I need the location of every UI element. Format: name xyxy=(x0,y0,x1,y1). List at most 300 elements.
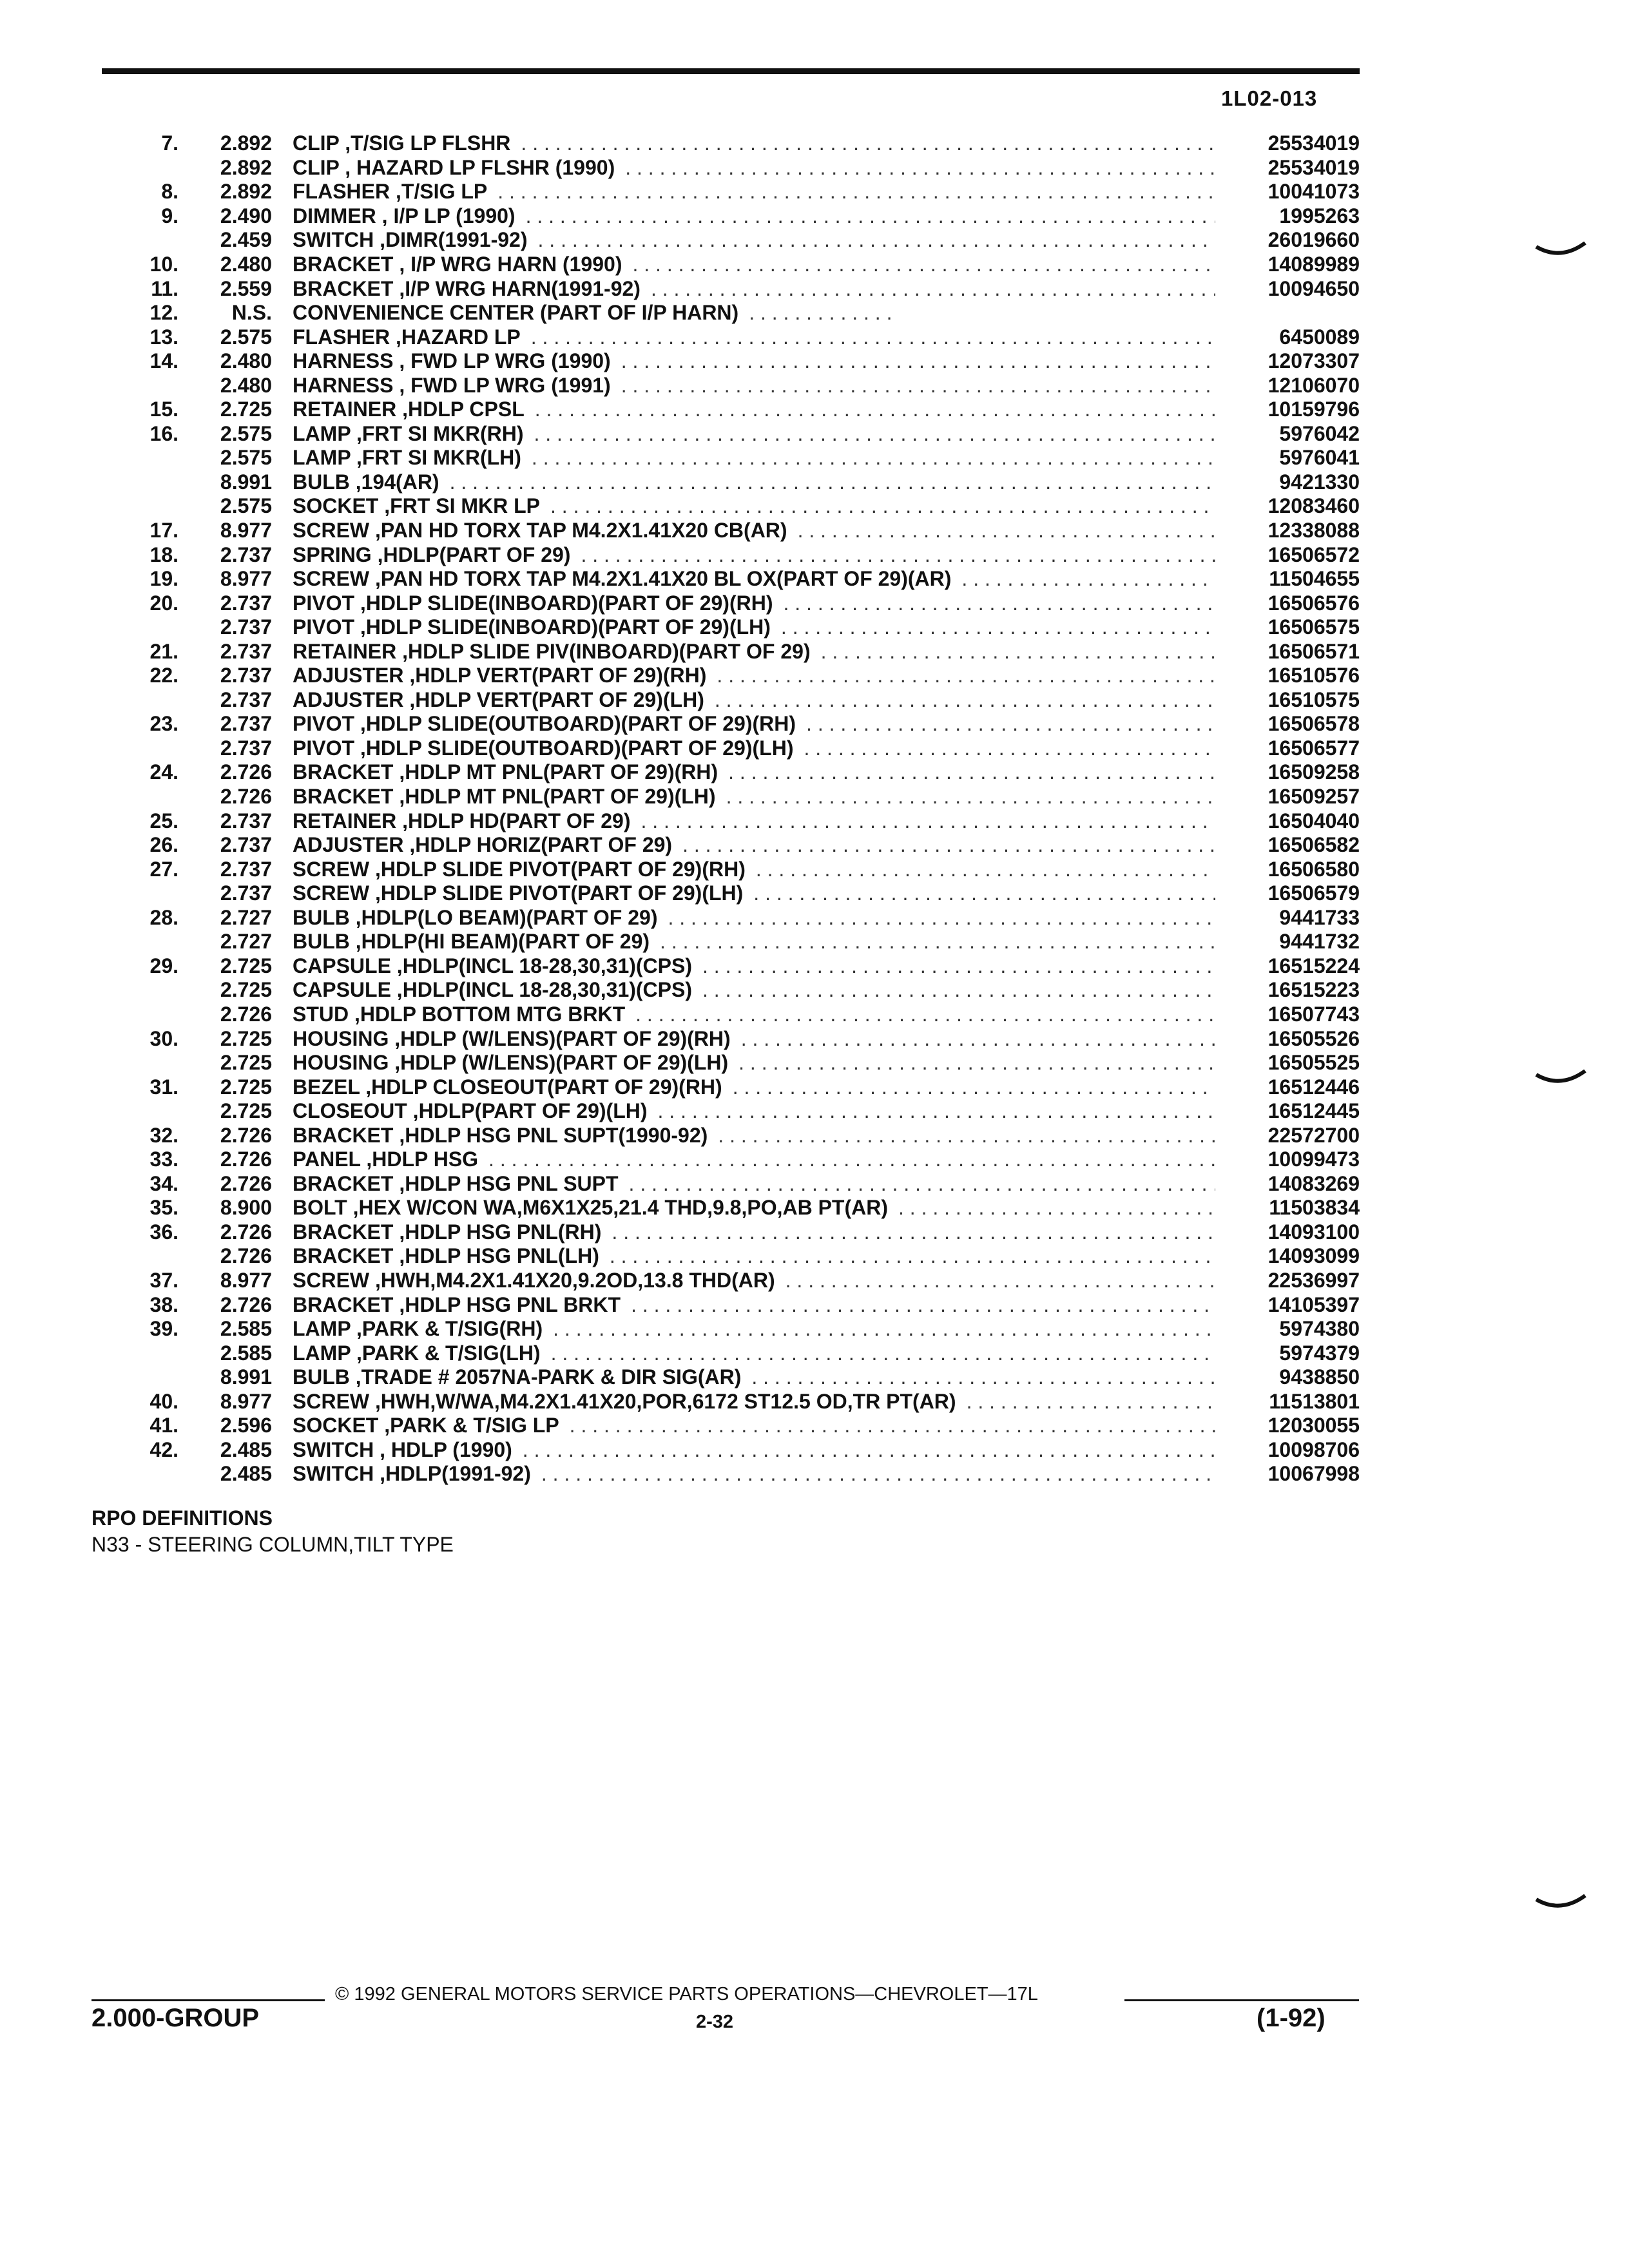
part-description xyxy=(293,1462,1226,1486)
part-number: 11513801 xyxy=(1269,1389,1360,1413)
table-row xyxy=(116,1220,1360,1245)
table-row xyxy=(116,1244,1360,1269)
part-detail: ,HDLP SLIDE(INBOARD)(PART OF 29)(LH) xyxy=(354,615,771,639)
part-description xyxy=(293,1003,1226,1026)
dot-leader xyxy=(783,591,1215,615)
group-number: 2.726 xyxy=(220,760,272,784)
part-name: PIVOT xyxy=(293,736,355,760)
part-description xyxy=(293,640,1226,664)
part-name: HARNESS xyxy=(293,373,394,397)
part-number: 12083460 xyxy=(1268,494,1360,518)
part-description xyxy=(293,180,1226,204)
group-number: 2.726 xyxy=(220,1171,272,1195)
part-name-wrap xyxy=(293,785,716,809)
part-description xyxy=(293,1365,1226,1389)
part-description xyxy=(293,204,1226,228)
group-number: 2.892 xyxy=(220,131,272,155)
part-description xyxy=(293,1220,1226,1244)
dot-leader xyxy=(726,785,1215,809)
part-number: 25534019 xyxy=(1268,131,1360,155)
part-name: CAPSULE xyxy=(293,978,391,1002)
part-description xyxy=(293,1148,1226,1171)
dot-leader xyxy=(612,1220,1215,1244)
item-number: 21. xyxy=(149,639,178,663)
table-row xyxy=(116,253,1360,277)
part-name-wrap xyxy=(293,519,787,543)
dot-leader xyxy=(625,156,1215,180)
part-description xyxy=(293,349,1226,373)
item-number: 7. xyxy=(161,131,178,155)
dot-leader xyxy=(806,712,1215,736)
table-row xyxy=(116,1148,1360,1172)
part-description xyxy=(293,688,1226,712)
group-number: 2.737 xyxy=(220,857,272,881)
part-number: 16506572 xyxy=(1268,543,1360,566)
item-number: 24. xyxy=(149,760,178,784)
part-number: 16505525 xyxy=(1268,1051,1360,1075)
item-number: 34. xyxy=(149,1171,178,1195)
part-number: 11504655 xyxy=(1269,567,1360,591)
rpo-definition: N33 - STEERING COLUMN,TILT TYPE xyxy=(92,1533,454,1556)
part-description xyxy=(293,1172,1226,1196)
dot-leader xyxy=(717,664,1215,687)
part-name: PANEL xyxy=(293,1148,361,1171)
part-name: STUD xyxy=(293,1002,349,1026)
part-name: RETAINER xyxy=(293,809,397,832)
dot-leader xyxy=(718,1124,1215,1148)
item-number: 39. xyxy=(149,1317,178,1341)
dot-leader xyxy=(488,1148,1215,1171)
part-name-wrap xyxy=(293,760,718,784)
part-detail: ,HDLP SLIDE PIV(INBOARD)(PART OF 29) xyxy=(396,639,811,663)
dot-leader xyxy=(621,374,1215,398)
part-detail: ,HDLP (W/LENS)(PART OF 29)(RH) xyxy=(389,1026,731,1050)
part-number: 16506579 xyxy=(1268,881,1360,905)
part-name: SCREW xyxy=(293,1268,370,1292)
part-detail: , I/P LP (1990) xyxy=(376,204,516,227)
part-description xyxy=(293,277,1226,301)
dot-leader xyxy=(715,688,1215,712)
part-description xyxy=(293,833,1226,857)
part-name: RETAINER xyxy=(293,639,397,663)
table-row xyxy=(116,978,1360,1003)
part-name-wrap xyxy=(293,1075,722,1099)
part-description xyxy=(293,1438,1226,1462)
dot-leader xyxy=(531,325,1215,349)
item-number: 38. xyxy=(149,1293,178,1316)
part-number: 16506582 xyxy=(1268,833,1360,857)
part-detail: ,HDLP (W/LENS)(PART OF 29)(LH) xyxy=(389,1051,729,1075)
part-detail: ,HDLP SLIDE(OUTBOARD)(PART OF 29)(RH) xyxy=(354,712,796,736)
dot-leader xyxy=(751,1365,1215,1389)
table-row xyxy=(116,373,1360,398)
table-row xyxy=(116,276,1360,301)
part-name-wrap xyxy=(293,494,540,518)
copyright-notice: © 1992 GENERAL MOTORS SERVICE PARTS OPERATIONS—CHEVROLET—17L xyxy=(335,1984,1038,2004)
part-detail: ,DIMR(1991-92) xyxy=(374,228,528,252)
part-number: 14105397 xyxy=(1268,1293,1360,1316)
dot-leader xyxy=(728,760,1215,784)
group-number: 2.726 xyxy=(220,1002,272,1026)
part-detail: ,HDLP(1991-92) xyxy=(374,1462,531,1486)
part-name-wrap xyxy=(293,1414,559,1437)
part-number: 16510575 xyxy=(1268,687,1360,711)
table-row xyxy=(116,736,1360,761)
table-row xyxy=(116,688,1360,713)
table-row xyxy=(116,760,1360,785)
part-name-wrap xyxy=(293,1438,512,1462)
part-number: 5974380 xyxy=(1279,1317,1360,1341)
part-detail: ,HDLP(INCL 18-28,30,31)(CPS) xyxy=(390,954,692,977)
item-number: 30. xyxy=(149,1026,178,1050)
table-row xyxy=(116,1099,1360,1124)
part-number: 25534019 xyxy=(1268,155,1360,179)
item-number: 42. xyxy=(149,1437,178,1461)
group-number: 2.726 xyxy=(220,1123,272,1147)
part-description xyxy=(293,1124,1226,1148)
group-number: 2.737 xyxy=(220,736,272,760)
part-name-wrap xyxy=(293,1244,599,1268)
part-name: CAPSULE xyxy=(293,954,391,977)
part-detail: ,HDLP HD(PART OF 29) xyxy=(396,809,631,832)
part-name-wrap xyxy=(293,398,525,421)
table-row xyxy=(116,228,1360,253)
part-name-wrap xyxy=(293,1099,648,1123)
part-description xyxy=(293,1196,1226,1220)
dot-leader xyxy=(898,1196,1215,1220)
part-description xyxy=(293,325,1226,349)
part-detail: ,PAN HD TORX TAP M4.2X1.41X20 CB(AR) xyxy=(369,519,787,543)
part-detail: ,HDLP VERT(PART OF 29)(LH) xyxy=(403,687,704,711)
table-row xyxy=(116,591,1360,615)
part-name: BRACKET xyxy=(293,276,394,300)
part-name-wrap xyxy=(293,422,523,446)
dot-leader xyxy=(541,1462,1215,1486)
footer-rule-left xyxy=(92,1999,325,2001)
group-number: 2.727 xyxy=(220,905,272,929)
part-detail: ,HDLP CLOSEOUT(PART OF 29)(RH) xyxy=(360,1075,722,1099)
part-description xyxy=(293,1390,1226,1414)
part-description xyxy=(293,156,1226,180)
group-number: 2.737 xyxy=(220,712,272,736)
item-number: 19. xyxy=(149,567,178,591)
group-number: 2.737 xyxy=(220,615,272,639)
part-number: 16510576 xyxy=(1268,664,1360,687)
part-detail: ,I/P WRG HARN(1991-92) xyxy=(393,276,641,300)
part-description xyxy=(293,301,1226,325)
part-description xyxy=(293,1051,1226,1075)
group-number: 2.490 xyxy=(220,204,272,227)
part-description xyxy=(293,858,1226,881)
table-row xyxy=(116,398,1360,422)
part-number: 5974379 xyxy=(1279,1341,1360,1365)
part-number: 16509258 xyxy=(1268,760,1360,784)
part-description xyxy=(293,978,1226,1002)
part-description xyxy=(293,519,1226,543)
group-number: 2.726 xyxy=(220,785,272,809)
part-name-wrap xyxy=(293,809,630,833)
part-number: 9441732 xyxy=(1279,930,1360,954)
group-number: 8.977 xyxy=(220,519,272,543)
part-number: 12106070 xyxy=(1268,373,1360,397)
table-row xyxy=(116,1414,1360,1438)
part-name: BULB xyxy=(293,1365,350,1389)
revision-date: (1-92) xyxy=(1257,2004,1325,2032)
dot-leader xyxy=(581,543,1215,567)
group-number: 2.726 xyxy=(220,1293,272,1316)
group-number: 2.575 xyxy=(220,421,272,445)
group-number: 2.727 xyxy=(220,930,272,954)
part-detail: ,T/SIG LP FLSHR xyxy=(339,131,511,155)
part-detail: ,HAZARD LP xyxy=(390,325,521,349)
group-number: 2.726 xyxy=(220,1244,272,1268)
part-name: BULB xyxy=(293,470,350,494)
table-row xyxy=(116,615,1360,640)
part-detail: ,194(AR) xyxy=(349,470,439,494)
table-row xyxy=(116,325,1360,349)
part-description xyxy=(293,470,1226,494)
part-name-wrap xyxy=(293,858,746,881)
binder-hole-mark xyxy=(1535,1070,1586,1089)
part-description xyxy=(293,543,1226,567)
table-row xyxy=(116,1075,1360,1099)
part-name-wrap xyxy=(293,881,743,905)
item-number: 8. xyxy=(161,180,178,204)
group-number: 8.977 xyxy=(220,1268,272,1292)
table-row xyxy=(116,494,1360,519)
item-number: 15. xyxy=(149,398,178,421)
part-number: 10159796 xyxy=(1268,398,1360,421)
page-code: 1L02-013 xyxy=(1221,86,1318,110)
part-name: BULB xyxy=(293,905,350,929)
part-name-wrap xyxy=(293,664,706,687)
part-number: 14089989 xyxy=(1268,253,1360,276)
table-row xyxy=(116,1123,1360,1148)
part-description xyxy=(293,930,1226,954)
part-name-wrap xyxy=(293,640,811,664)
part-name-wrap xyxy=(293,1172,619,1196)
dot-leader xyxy=(570,1414,1215,1437)
part-number: 12338088 xyxy=(1268,519,1360,543)
part-detail: ,HDLP VERT(PART OF 29)(RH) xyxy=(403,664,707,687)
item-number: 11. xyxy=(151,276,178,300)
footer-group: 2.000-GROUP xyxy=(92,2004,260,2032)
part-number: 10067998 xyxy=(1268,1462,1360,1486)
part-detail: ,PARK & T/SIG(RH) xyxy=(351,1317,543,1341)
part-name-wrap xyxy=(293,131,510,155)
part-description xyxy=(293,1341,1226,1365)
part-name: HOUSING xyxy=(293,1051,389,1075)
dot-leader xyxy=(781,615,1215,639)
part-detail: ,T/SIG LP xyxy=(390,180,488,204)
item-number: 41. xyxy=(149,1414,178,1437)
part-description xyxy=(293,1269,1226,1293)
table-row xyxy=(116,519,1360,543)
part-description xyxy=(293,760,1226,784)
part-detail: ,HDLP HSG PNL SUPT(1990-92) xyxy=(393,1123,708,1147)
part-number: 16505526 xyxy=(1268,1026,1360,1050)
part-name: BRACKET xyxy=(293,785,394,809)
group-number: 8.977 xyxy=(220,567,272,591)
part-name-wrap xyxy=(293,736,793,760)
part-detail: ,HDLP SLIDE PIVOT(PART OF 29)(LH) xyxy=(369,881,744,905)
part-name-wrap xyxy=(293,567,951,591)
part-number: 16509257 xyxy=(1268,785,1360,809)
group-number: 8.977 xyxy=(220,1389,272,1413)
part-detail: ,HDLP SLIDE PIVOT(PART OF 29)(RH) xyxy=(369,857,746,881)
item-number: 20. xyxy=(149,591,178,615)
part-detail: , I/P WRG HARN (1990) xyxy=(393,253,622,276)
dot-leader xyxy=(450,470,1215,494)
table-row xyxy=(116,1365,1360,1390)
part-name: HARNESS xyxy=(293,349,394,373)
part-detail: , FWD LP WRG (1991) xyxy=(393,373,611,397)
table-row xyxy=(116,712,1360,736)
item-number: 17. xyxy=(149,519,178,543)
part-name: SWITCH xyxy=(293,1462,374,1486)
part-name: SCREW xyxy=(293,567,370,591)
part-number: 16512445 xyxy=(1268,1099,1360,1123)
item-number: 27. xyxy=(149,857,178,881)
part-name: LAMP xyxy=(293,1317,351,1341)
part-name-wrap xyxy=(293,301,738,325)
table-row xyxy=(116,833,1360,858)
group-number: 2.585 xyxy=(220,1341,272,1365)
part-name-wrap xyxy=(293,1365,741,1389)
table-row xyxy=(116,954,1360,979)
part-name: LAMP xyxy=(293,421,351,445)
group-number: 2.480 xyxy=(220,373,272,397)
part-name-wrap xyxy=(293,374,611,398)
part-description xyxy=(293,1244,1226,1268)
part-description xyxy=(293,785,1226,809)
part-number: 16515223 xyxy=(1268,978,1360,1002)
table-row xyxy=(116,664,1360,688)
part-name: SOCKET xyxy=(293,494,379,518)
table-row xyxy=(116,1051,1360,1075)
part-name: CLIP xyxy=(293,131,340,155)
part-detail: ,HDLP HSG PNL(LH) xyxy=(393,1244,599,1268)
part-name: SWITCH xyxy=(293,228,374,252)
part-name: SOCKET xyxy=(293,1414,379,1437)
group-number: 2.725 xyxy=(220,978,272,1002)
part-number: 5976042 xyxy=(1279,421,1360,445)
dot-leader xyxy=(967,1390,1215,1414)
table-row xyxy=(116,1462,1360,1486)
group-number: 2.892 xyxy=(220,180,272,204)
part-name-wrap xyxy=(293,906,657,930)
group-number: 2.596 xyxy=(220,1414,272,1437)
item-number: 36. xyxy=(149,1220,178,1244)
part-detail: ,HDLP HSG PNL BRKT xyxy=(393,1293,621,1316)
part-number: 14093099 xyxy=(1268,1244,1360,1268)
table-row xyxy=(116,156,1360,180)
part-number: 16506575 xyxy=(1268,615,1360,639)
part-description xyxy=(293,567,1226,591)
part-name: BRACKET xyxy=(293,1244,394,1268)
item-number: 22. xyxy=(149,664,178,687)
part-name-wrap xyxy=(293,1196,888,1220)
part-name: RETAINER xyxy=(293,398,397,421)
group-number: 2.737 xyxy=(220,881,272,905)
part-name: ADJUSTER xyxy=(293,664,404,687)
table-row xyxy=(116,301,1360,325)
dot-leader xyxy=(738,1051,1215,1075)
part-name-wrap xyxy=(293,930,650,954)
part-number: 5976041 xyxy=(1279,446,1360,470)
part-detail: ,PARK & T/SIG LP xyxy=(378,1414,559,1437)
part-name-wrap xyxy=(293,204,516,228)
group-number: 2.725 xyxy=(220,954,272,977)
part-detail: ,HEX W/CON WA,M6X1X25,21.4 THD,9.8,PO,AB PT(AR) xyxy=(347,1196,888,1220)
part-description xyxy=(293,1027,1226,1051)
part-name: CLOSEOUT xyxy=(293,1099,407,1123)
part-name-wrap xyxy=(293,1390,956,1414)
dot-leader xyxy=(621,349,1215,373)
part-name: LAMP xyxy=(293,446,351,470)
part-detail: ,HDLP BOTTOM MTG BRKT xyxy=(349,1002,626,1026)
part-name-wrap xyxy=(293,228,528,252)
part-number: 22572700 xyxy=(1268,1123,1360,1147)
dot-leader xyxy=(550,494,1215,518)
dot-leader xyxy=(631,1293,1215,1317)
part-number: 14093100 xyxy=(1268,1220,1360,1244)
part-name-wrap xyxy=(293,1220,601,1244)
table-row xyxy=(116,1196,1360,1220)
table-row xyxy=(116,1172,1360,1196)
part-description xyxy=(293,494,1226,518)
group-number: 2.737 xyxy=(220,687,272,711)
part-description xyxy=(293,1075,1226,1099)
parts-list xyxy=(116,131,1360,1486)
part-number: 22536997 xyxy=(1268,1268,1360,1292)
part-name-wrap xyxy=(293,978,692,1002)
part-description xyxy=(293,591,1226,615)
part-detail: ,HDLP SLIDE(OUTBOARD)(PART OF 29)(LH) xyxy=(354,736,794,760)
part-description xyxy=(293,712,1226,736)
part-name-wrap xyxy=(293,954,692,978)
part-name: CONVENIENCE CENTER xyxy=(293,301,535,325)
dot-leader xyxy=(632,253,1215,276)
binder-hole-mark xyxy=(1535,1894,1586,1914)
binder-hole-mark xyxy=(1535,242,1586,261)
group-number: 2.559 xyxy=(220,276,272,300)
part-name: ADJUSTER xyxy=(293,687,404,711)
item-number: 26. xyxy=(149,833,178,857)
table-row xyxy=(116,204,1360,229)
part-name-wrap xyxy=(293,253,622,276)
group-number: 2.737 xyxy=(220,639,272,663)
group-number: 2.737 xyxy=(220,664,272,687)
part-detail: ,HDLP(INCL 18-28,30,31)(CPS) xyxy=(390,978,692,1002)
dot-leader xyxy=(551,1341,1215,1365)
part-name-wrap xyxy=(293,156,615,180)
part-name: HOUSING xyxy=(293,1026,389,1050)
table-row xyxy=(116,567,1360,591)
part-number: 16506576 xyxy=(1268,591,1360,615)
part-name: SCREW xyxy=(293,519,370,543)
table-row xyxy=(116,809,1360,833)
item-number: 33. xyxy=(149,1148,178,1171)
part-detail: , HDLP (1990) xyxy=(374,1437,512,1461)
item-number: 25. xyxy=(149,809,178,832)
part-name-wrap xyxy=(293,180,487,204)
part-name-wrap xyxy=(293,1341,541,1365)
part-name: BRACKET xyxy=(293,1171,394,1195)
part-number: 16515224 xyxy=(1268,954,1360,977)
table-row xyxy=(116,1317,1360,1341)
part-detail: ,HDLP CPSL xyxy=(396,398,525,421)
